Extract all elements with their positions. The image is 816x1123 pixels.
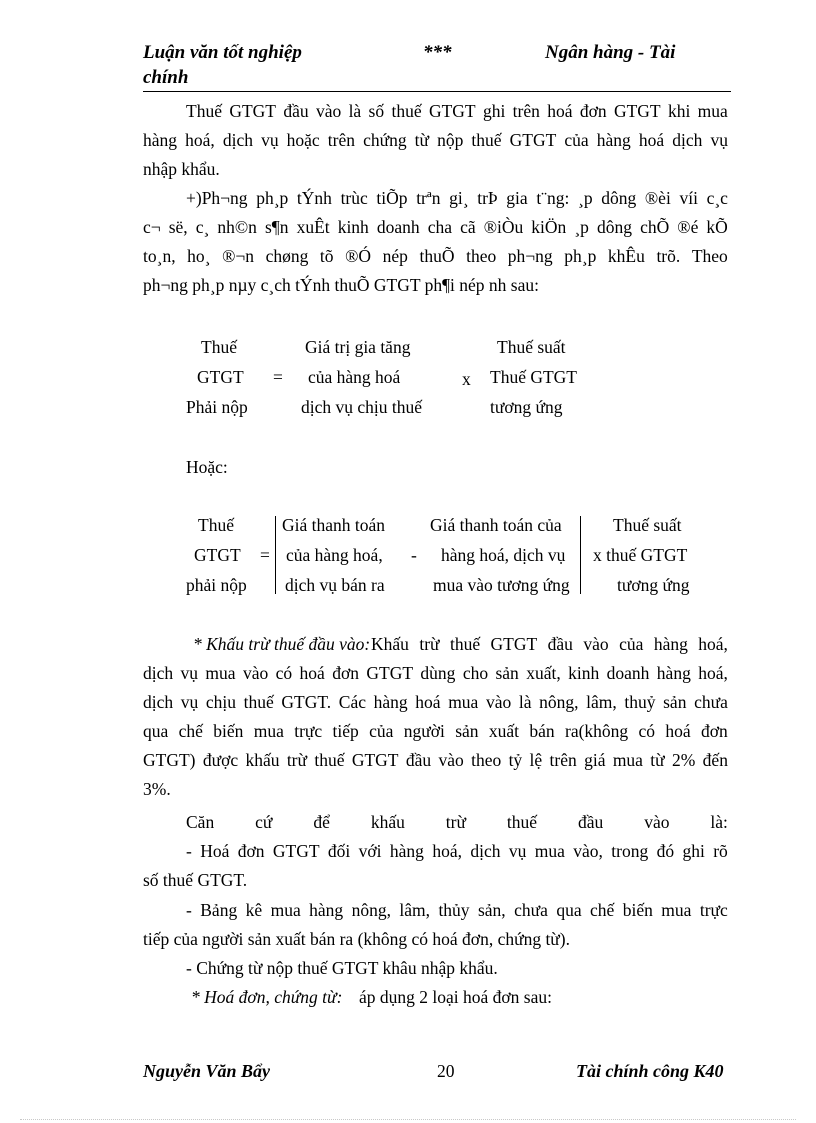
word: ph¸p xyxy=(256,188,289,208)
basis-line1 xyxy=(186,812,728,833)
formula1-col3-row3: tương ứng xyxy=(490,397,563,417)
word: mua xyxy=(448,692,479,712)
word: vào xyxy=(242,663,269,683)
word: Theo xyxy=(691,246,728,266)
word: hàng xyxy=(596,130,631,150)
header-title-line1: Luận văn tốt nghiệp xyxy=(143,42,302,63)
word: mua xyxy=(205,663,236,683)
word: từ xyxy=(650,750,665,770)
word: cha xyxy=(427,217,453,237)
word: ®é xyxy=(677,217,699,237)
formula2-equals: = xyxy=(260,545,270,565)
word: nh©n xyxy=(217,217,257,237)
word: Khấu xyxy=(371,634,409,654)
word: thuế xyxy=(506,812,538,832)
word: theo xyxy=(471,750,502,770)
para1-line1 xyxy=(186,101,728,122)
word: GTGT xyxy=(229,101,276,121)
word: dùng xyxy=(420,663,456,683)
word: đơn xyxy=(332,663,359,683)
word: số xyxy=(368,101,385,121)
word: hoá, xyxy=(698,634,728,654)
word: vụ xyxy=(508,841,527,861)
word: doanh xyxy=(376,217,420,237)
word: c¬ xyxy=(143,217,161,237)
word: Căn xyxy=(186,812,215,832)
word: đơn xyxy=(237,841,265,861)
invoice-label: * Hoá đơn, chứng từ: xyxy=(191,987,343,1007)
formula1-col1-row1: Thuế xyxy=(201,337,237,357)
input-deduction-line3 xyxy=(143,692,728,713)
input-deduction-line4 xyxy=(143,721,728,742)
word: trực xyxy=(699,900,728,920)
word: hoá xyxy=(299,663,325,683)
basis-bullet1-line2: số thuế GTGT. xyxy=(143,870,248,890)
word: trõ. xyxy=(656,246,681,266)
input-deduction-line5 xyxy=(143,750,728,771)
word: hàng xyxy=(653,634,688,654)
formula2-col4-row2: x thuế GTGT xyxy=(593,545,688,565)
word: kê xyxy=(245,900,263,920)
word: đơn xyxy=(701,721,728,741)
word: vụ xyxy=(180,663,199,683)
word: thuỷ xyxy=(624,692,656,712)
word: GTGT xyxy=(613,101,661,121)
word: vào xyxy=(583,634,609,654)
word: chøng xyxy=(265,246,309,266)
formula2-col2-row1: Giá thanh toán xyxy=(282,515,386,535)
word: chịu xyxy=(205,692,237,712)
word: người xyxy=(403,721,445,741)
word: trừ xyxy=(286,750,307,770)
word: giá xyxy=(584,750,606,770)
word: trừ xyxy=(419,634,440,654)
word: trên xyxy=(549,750,577,770)
word: chế xyxy=(178,721,203,741)
word: trùc xyxy=(340,188,368,208)
word: kiÖn xyxy=(531,217,567,237)
word: - xyxy=(186,841,192,861)
para2-line1 xyxy=(186,188,728,209)
word: së, xyxy=(168,217,188,237)
formula2-bracket-right xyxy=(580,516,581,594)
word: - xyxy=(186,900,192,920)
word: của xyxy=(369,721,394,741)
word: có xyxy=(638,721,656,741)
word: GTGT xyxy=(509,130,557,150)
word: vào xyxy=(315,101,342,121)
para2-line3 xyxy=(143,246,728,267)
word: vụ xyxy=(261,130,279,150)
word: 2% xyxy=(672,750,696,770)
word: lâm, xyxy=(399,900,431,920)
word: của xyxy=(564,130,589,150)
word: được xyxy=(202,750,239,770)
formula2-col2-row3: dịch vụ bán ra xyxy=(285,575,385,595)
word: trên xyxy=(327,130,355,150)
word: dông xyxy=(601,188,637,208)
word: khÊu xyxy=(607,246,645,266)
word: qua xyxy=(143,721,169,741)
formula1-col3-row1: Thuế suất xyxy=(497,337,566,357)
word: xuất xyxy=(488,721,520,741)
word: Hoá xyxy=(200,841,230,861)
word: khấu xyxy=(245,750,280,770)
word: nộp xyxy=(437,130,464,150)
word: tÝnh xyxy=(296,188,332,208)
word: vụ xyxy=(710,130,728,150)
word: trªn xyxy=(416,188,441,208)
word: dông xyxy=(597,217,632,237)
word: mua xyxy=(661,900,692,920)
word: hàng xyxy=(373,692,408,712)
word: víi xyxy=(679,188,698,208)
page-edge-dotted-line xyxy=(20,1119,796,1120)
word: hoặc xyxy=(286,130,320,150)
word: +)Ph¬ng xyxy=(186,188,248,208)
word: với xyxy=(358,841,382,861)
header-stars: *** xyxy=(423,42,452,63)
word: hoá xyxy=(638,130,665,150)
word: thuế xyxy=(314,750,345,770)
word: ph¸p xyxy=(564,246,597,266)
word: cho xyxy=(462,663,489,683)
formula2-col3-row3: mua vào tương ứng xyxy=(433,575,570,595)
word: lâm, xyxy=(586,692,617,712)
word: gia xyxy=(506,188,528,208)
word: chế xyxy=(590,900,615,920)
word: theo xyxy=(466,246,497,266)
word: mua xyxy=(253,721,284,741)
word: chưa xyxy=(514,900,548,920)
word: ®iÒu xyxy=(483,217,524,237)
word: t¨ng: xyxy=(536,188,570,208)
word: vào xyxy=(438,750,464,770)
word: trừ xyxy=(445,812,466,832)
word: trực xyxy=(294,721,323,741)
word: đầu xyxy=(405,750,432,770)
basis-bullet2-line2: tiếp của người sản xuất bán ra (không có hoá đơn, chứng từ). xyxy=(143,929,570,949)
word: GTGT xyxy=(366,663,414,683)
word: để xyxy=(313,812,330,832)
word: hoá, xyxy=(432,841,462,861)
word: mua xyxy=(612,750,643,770)
word: có xyxy=(275,663,293,683)
word: là xyxy=(348,101,362,121)
word: hoá xyxy=(415,692,441,712)
word: GTGT. xyxy=(281,692,332,712)
formula2-minus: - xyxy=(411,545,417,565)
word: ho¸ xyxy=(187,246,211,266)
word: thủy xyxy=(438,900,470,920)
word: biến xyxy=(622,900,653,920)
basis-bullet3: - Chứng từ nộp thuế GTGT khâu nhập khẩu. xyxy=(186,958,498,978)
word: đầu xyxy=(283,101,309,121)
footer-author: Nguyễn Văn Bẩy xyxy=(143,1061,271,1081)
word: nông, xyxy=(351,900,391,920)
formula1-col2-row1: Giá trị gia tăng xyxy=(305,337,411,357)
word: mua xyxy=(270,900,301,920)
word: hàng xyxy=(656,663,691,683)
word: lệ xyxy=(529,750,543,770)
word: vào xyxy=(644,812,670,832)
word: gi¸ xyxy=(449,188,469,208)
word: GTGT xyxy=(428,101,476,121)
word: bán xyxy=(529,721,555,741)
formula2-col3-row1: Giá thanh toán của xyxy=(430,515,562,535)
word: hoá, xyxy=(698,663,728,683)
input-deduction-line1 xyxy=(371,634,728,655)
word: Các xyxy=(338,692,366,712)
formula2-col1-row3: phải nộp xyxy=(186,575,247,595)
word: ghi xyxy=(482,101,506,121)
formula2-bracket-left xyxy=(275,516,276,594)
word: xuất, xyxy=(526,663,561,683)
footer-course: Tài chính công K40 xyxy=(576,1061,724,1081)
formula1-times: x xyxy=(462,369,471,389)
word: kÕ xyxy=(706,217,728,237)
basis-bullet1-line1 xyxy=(186,841,728,862)
word: sản xyxy=(455,721,479,741)
word: thuế xyxy=(471,130,502,150)
formula1-col1-row2: GTGT xyxy=(197,367,244,387)
para1-line3: nhập khẩu. xyxy=(143,159,220,179)
invoice-text: áp dụng 2 loại hoá đơn sau: xyxy=(359,987,552,1007)
basis-bullet2-line1 xyxy=(186,900,728,921)
word: c¸ xyxy=(195,217,210,237)
word: GTGT) xyxy=(143,750,196,770)
word: đó xyxy=(656,841,675,861)
word: là xyxy=(518,692,532,712)
word: ®èi xyxy=(644,188,671,208)
word: dịch xyxy=(222,130,253,150)
word: nông, xyxy=(539,692,579,712)
formula2-col1-row2: GTGT xyxy=(194,545,241,565)
word: thuÕ xyxy=(419,246,455,266)
word: hoá xyxy=(547,101,573,121)
word: tỷ xyxy=(508,750,523,770)
word: thuế xyxy=(243,692,274,712)
para1-line2 xyxy=(143,130,728,151)
word: ghi xyxy=(682,841,705,861)
word: đối xyxy=(327,841,351,861)
formula2-col4-row3: tương ứng xyxy=(617,575,690,595)
word: khấu xyxy=(370,812,405,832)
word: GTGT xyxy=(351,750,399,770)
word: dịch xyxy=(470,841,501,861)
word: dịch xyxy=(143,692,174,712)
word: chÕ xyxy=(640,217,670,237)
formula1-col2-row2: của hàng hoá xyxy=(308,367,401,387)
formula1-col1-row3: Phải nộp xyxy=(186,397,248,417)
formula2-col4-row1: Thuế suất xyxy=(613,515,682,535)
header-title-line2: chính xyxy=(143,67,189,88)
word: trÞ xyxy=(477,188,498,208)
word: mua xyxy=(697,101,728,121)
word: vào, xyxy=(573,841,603,861)
word: từ xyxy=(414,130,430,150)
word: vào xyxy=(485,692,512,712)
word: doanh xyxy=(606,663,650,683)
header-rule xyxy=(143,91,731,92)
word: dịch xyxy=(143,663,174,683)
word: ¸p xyxy=(578,188,593,208)
word: đầu xyxy=(577,812,604,832)
word: khi xyxy=(667,101,691,121)
para2-line4: ph¬ng ph¸p nµy c¸ch tÝnh thuÕ GTGT ph¶i nép nh sau: xyxy=(143,275,539,295)
word: mua xyxy=(534,841,565,861)
header-department: Ngân hàng - Tài xyxy=(545,42,676,63)
word: tiếp xyxy=(332,721,359,741)
word: tiÕp xyxy=(376,188,408,208)
formula1-equals: = xyxy=(273,367,283,387)
word: GTGT xyxy=(490,634,538,654)
word: kinh xyxy=(568,663,600,683)
word: Thuế xyxy=(186,101,222,121)
word: ®¬n xyxy=(222,246,254,266)
word: hàng xyxy=(309,900,344,920)
word: trên xyxy=(512,101,540,121)
word: hoá xyxy=(665,721,691,741)
word: chưa xyxy=(694,692,728,712)
word: c¸c xyxy=(706,188,728,208)
word: ph¬ng xyxy=(507,246,553,266)
word: đến xyxy=(702,750,728,770)
formula1-col3-row2: Thuế GTGT xyxy=(490,367,577,387)
word: GTGT xyxy=(272,841,320,861)
word: kinh xyxy=(337,217,369,237)
word: hàng xyxy=(389,841,424,861)
word: là: xyxy=(710,812,728,832)
page-number: 20 xyxy=(437,1061,455,1081)
formula2-col1-row1: Thuế xyxy=(198,515,234,535)
input-deduction-label: * Khấu trừ thuế đầu vào: xyxy=(193,634,371,654)
word: của xyxy=(619,634,644,654)
word: sản xyxy=(663,692,687,712)
word: ¸p xyxy=(574,217,589,237)
input-deduction-line2 xyxy=(143,663,728,684)
word: nép xyxy=(382,246,408,266)
word: cã xyxy=(460,217,476,237)
word: trong xyxy=(611,841,649,861)
formula1-col2-row3: dịch vụ chịu thuế xyxy=(301,397,423,417)
input-deduction-line6: 3%. xyxy=(143,779,171,799)
word: biến xyxy=(213,721,244,741)
word: hoá, xyxy=(185,130,215,150)
word: ®Ó xyxy=(345,246,372,266)
word: tõ xyxy=(319,246,334,266)
word: ra(không xyxy=(565,721,629,741)
word: dịch xyxy=(672,130,703,150)
word: to¸n, xyxy=(143,246,176,266)
word: thuế xyxy=(449,634,481,654)
word: s¶n xyxy=(265,217,289,237)
word: rõ xyxy=(713,841,728,861)
word: Bảng xyxy=(200,900,238,920)
or-label: Hoặc: xyxy=(186,457,228,477)
word: qua xyxy=(556,900,582,920)
word: đơn xyxy=(579,101,607,121)
word: sản, xyxy=(477,900,506,920)
word: cứ xyxy=(255,812,273,832)
formula2-col3-row2: hàng hoá, dịch vụ xyxy=(441,545,566,565)
word: chứng xyxy=(363,130,407,150)
word: thuế xyxy=(391,101,422,121)
word: sản xyxy=(495,663,519,683)
word: vụ xyxy=(180,692,199,712)
word: đầu xyxy=(547,634,573,654)
word: xuÊt xyxy=(296,217,330,237)
formula2-col2-row2: của hàng hoá, xyxy=(286,545,383,565)
para2-line2 xyxy=(143,217,728,238)
word: hàng xyxy=(143,130,178,150)
